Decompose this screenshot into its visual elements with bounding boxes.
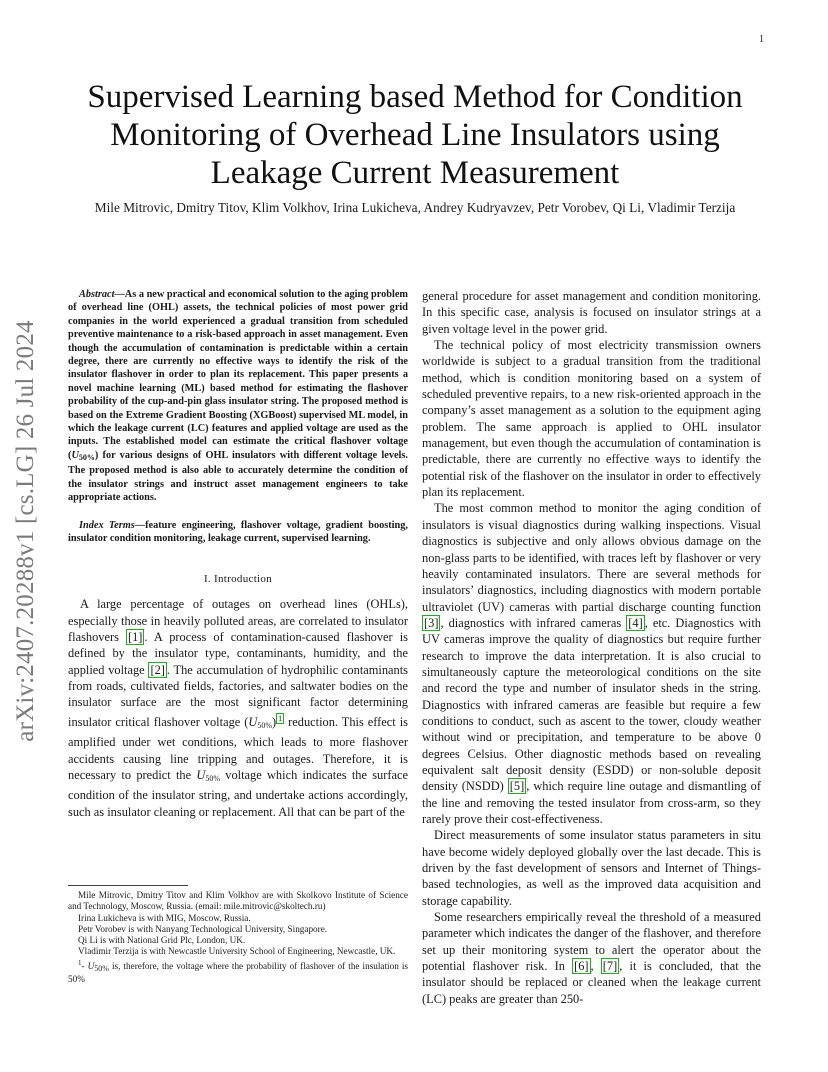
text-span: voltage which indicates the surface condition of the insulator string, and undertake actions accordingly, such as insulator cleaning or replacement. All that can be part of the xyxy=(68,767,408,819)
introduction-body xyxy=(68,596,408,820)
footnote-affiliation-5: Vladimir Terzija is with Newcastle University School of Engineering, Newcastle, UK. xyxy=(78,946,396,957)
author-list: Mile Mitrovic, Dmitry Titov, Klim Volkhov, Irina Lukicheva, Andrey Kudryavzev, Petr Vorobev, Qi Li, Vladimir Terzija xyxy=(94,200,736,215)
arxiv-id-text: arXiv:2407.20288v1 [cs.LG] 26 Jul 2024 xyxy=(12,320,39,742)
text-span: , xyxy=(590,959,601,974)
abstract-label: Abstract xyxy=(79,289,115,300)
abstract-text: —As a new practical and economical solution to the aging problem of overhead line (OHL) assets, the technical policies of most power grid companies in the world experienced a gradual transition from scheduled preventive maintenance to a risk-based approach in asset management. Even though the accumulation of contamination is predictable within a certain degree, there are currently no effective ways to identify the risk of the insulator flashover in order to plan its replacement. This paper presents a novel machine learning (ML) based method for estimating the flashover probability of the cup-and-pin glass insulator string. The proposed method is based on the Extreme Gradient Boosting (XGBoost) supervised ML model, in which the leakage current (LC) features and applied voltage are used as the inputs. The established model can estimate the critical flashover voltage ( xyxy=(68,289,408,461)
text-span: reduction. This effect is amplified under wet conditions, which leads to more flashover accidents causing line tripping and outages. Therefore, it is necessary to predict the xyxy=(68,714,408,782)
footnote-affiliation-1: Mile Mitrovic, Dmitry Titov and Klim Volkhov are with Skolkovo Institute of Science and Technology, Moscow, Russia. (email: mile.mitrovic@skoltech.ru) xyxy=(68,890,408,912)
text-span: . The accumulation of hydrophilic contaminants from roads, cultivated fields, factories, and saltwater bodies on the insulator surface are the most significant factor determining insulator critical flashover voltage ( xyxy=(68,662,409,729)
footnote-affiliation-4: Qi Li is with National Grid Plc, London, UK. xyxy=(78,935,246,946)
index-terms xyxy=(68,519,408,546)
math-u: U xyxy=(196,767,206,782)
math-sub: 50% xyxy=(257,720,272,730)
footnote-link[interactable]: 1 xyxy=(278,713,283,723)
abstract-text-b: ) for various designs of OHL insulators with different voltage levels. The proposed method is also able to accurately determine the condition of the insulator strings and instruct asset management engineers to take appropriate actions. xyxy=(68,449,408,504)
citation-link[interactable]: [2] xyxy=(150,662,165,677)
citation-link[interactable]: [6] xyxy=(574,959,589,974)
text-span: degrees Celsius. Other diagnostic methods based on revealing equivalent salt deposit density (ESDD) or non-soluble deposit density (NSDD) xyxy=(422,746,761,794)
footnotes xyxy=(68,885,408,985)
right-paragraph-1: general procedure for asset management and condition monitoring. In this specific case, analysis is focused on insulator strings at a given voltage level in the power grid. xyxy=(422,289,761,336)
math-sub: 50% xyxy=(205,773,220,783)
text-span: A large percentage of outages on overhead lines (OHLs), especially those in heavily polluted areas, are correlated to insulator flashovers xyxy=(68,597,408,644)
footnote-affiliation-2: Irina Lukicheva is with MIG, Moscow, Russia. xyxy=(78,912,251,923)
citation-link[interactable]: [5] xyxy=(509,779,525,794)
intro-paragraph-1 xyxy=(68,596,408,820)
close-paren: ) xyxy=(272,714,277,729)
math-u: U xyxy=(87,960,95,971)
index-terms-label: Index Terms xyxy=(79,519,135,531)
math-zero: 0 xyxy=(754,730,761,745)
citation-link[interactable]: [7] xyxy=(602,959,618,974)
citation-link[interactable]: [3] xyxy=(424,615,439,630)
citation-link[interactable]: [1] xyxy=(127,630,143,644)
abstract xyxy=(68,288,408,505)
footnote-rule xyxy=(68,885,188,886)
footnote-mark: 1 xyxy=(78,958,82,967)
left-column xyxy=(68,288,408,820)
right-paragraph-5 xyxy=(422,909,761,1007)
math-u: U xyxy=(248,714,258,729)
index-terms-text: —feature engineering, flashover voltage, gradient boosting, insulator condition monitoring, leakage current, supervised learning. xyxy=(68,519,408,544)
page-number: 1 xyxy=(759,34,764,45)
section-heading: I. Introduction xyxy=(203,573,273,586)
right-paragraph-2: The technical policy of most electricity transmission owners worldwide is subject to a gradual transition from the traditional method, which is condition monitoring based on a system of scheduled preventive repairs, to a new risk-oriented approach in the company’s asset management as a solution to the equipment aging problem. The same approach is applied to OHL insulator management, but even though the accumulation of contamination is predictable, there are currently no effective ways to identify the potential risk of the flashover on the insulator in order to effectively plan its replacement. xyxy=(422,338,761,500)
right-paragraph-3 xyxy=(422,500,761,827)
text-span: is, therefore, the voltage where the probability of flashover of the insulation is 50% xyxy=(68,960,408,985)
text-span: , which require line outage and dismantling of the line and removing the tested insulator from cross-arm, so they rarely prove their cost-effectiveness. xyxy=(422,779,761,826)
text-span: , it is concluded, that the insulator should be replaced or cleaned when the leakage current (LC) peaks are greater than 250- xyxy=(422,959,761,1006)
text-span: Some researchers empirically reveal the threshold of a measured parameter which indicates the danger of the flashover, and therefore set up their monitoring system to alert the operator about the potential flashover risk. In xyxy=(422,910,761,974)
math-sub: 50% xyxy=(78,452,95,462)
text-span: , diagnostics with infrared cameras xyxy=(440,615,627,630)
text-span: . A process of contamination-caused flashover is defined by the insulator type, contaminants, humidity, and the applied voltage xyxy=(68,630,408,677)
paper-title: Supervised Learning based Method for Condition Monitoring of Overhead Line Insulators using Leakage Current Measurement xyxy=(87,79,743,191)
right-paragraph-4: Direct measurements of some insulator status parameters in situ have become widely deployed globally over the last decade. This is driven by the fast development of sensors and Internet of Things-based technologies, as well as the improved data acquisition and storage capability. xyxy=(422,828,761,908)
text-span: , etc. Diagnostics with UV cameras improve the quality of diagnostics but require further research to improve the data interpretation. It is also crucial to simultaneously capture the meteorological conditions on the site and record the type and number of insulator sheds in the string. Diagnostics with infrared cameras are feasible but require a few conditions to conduct, such as ascent to the tower, cloudy weather without wind or precipitation, and temperature to be above xyxy=(422,615,761,745)
citation-link[interactable]: [4] xyxy=(628,615,643,630)
arxiv-stamp xyxy=(6,296,46,766)
right-column xyxy=(422,288,761,1007)
math-sub: 50% xyxy=(94,963,109,973)
footnote-1 xyxy=(68,958,408,986)
text-span: - xyxy=(81,960,88,971)
math-u: U xyxy=(71,449,79,461)
footnote-affiliation-3: Petr Vorobev is with Nanyang Technological University, Singapore. xyxy=(78,923,328,934)
text-span: The most common method to monitor the aging condition of insulators is visual diagnostics during walking inspections. Visual diagnostics is subjective and only allows obvious damage on the non-glass parts to be identified, with traces left by flashover or very heavily contaminated insulators. There are several methods for insulators’ diagnostics, including diagnostics with modern portable ultraviolet (UV) cameras with partial discharge counting function xyxy=(422,501,761,614)
